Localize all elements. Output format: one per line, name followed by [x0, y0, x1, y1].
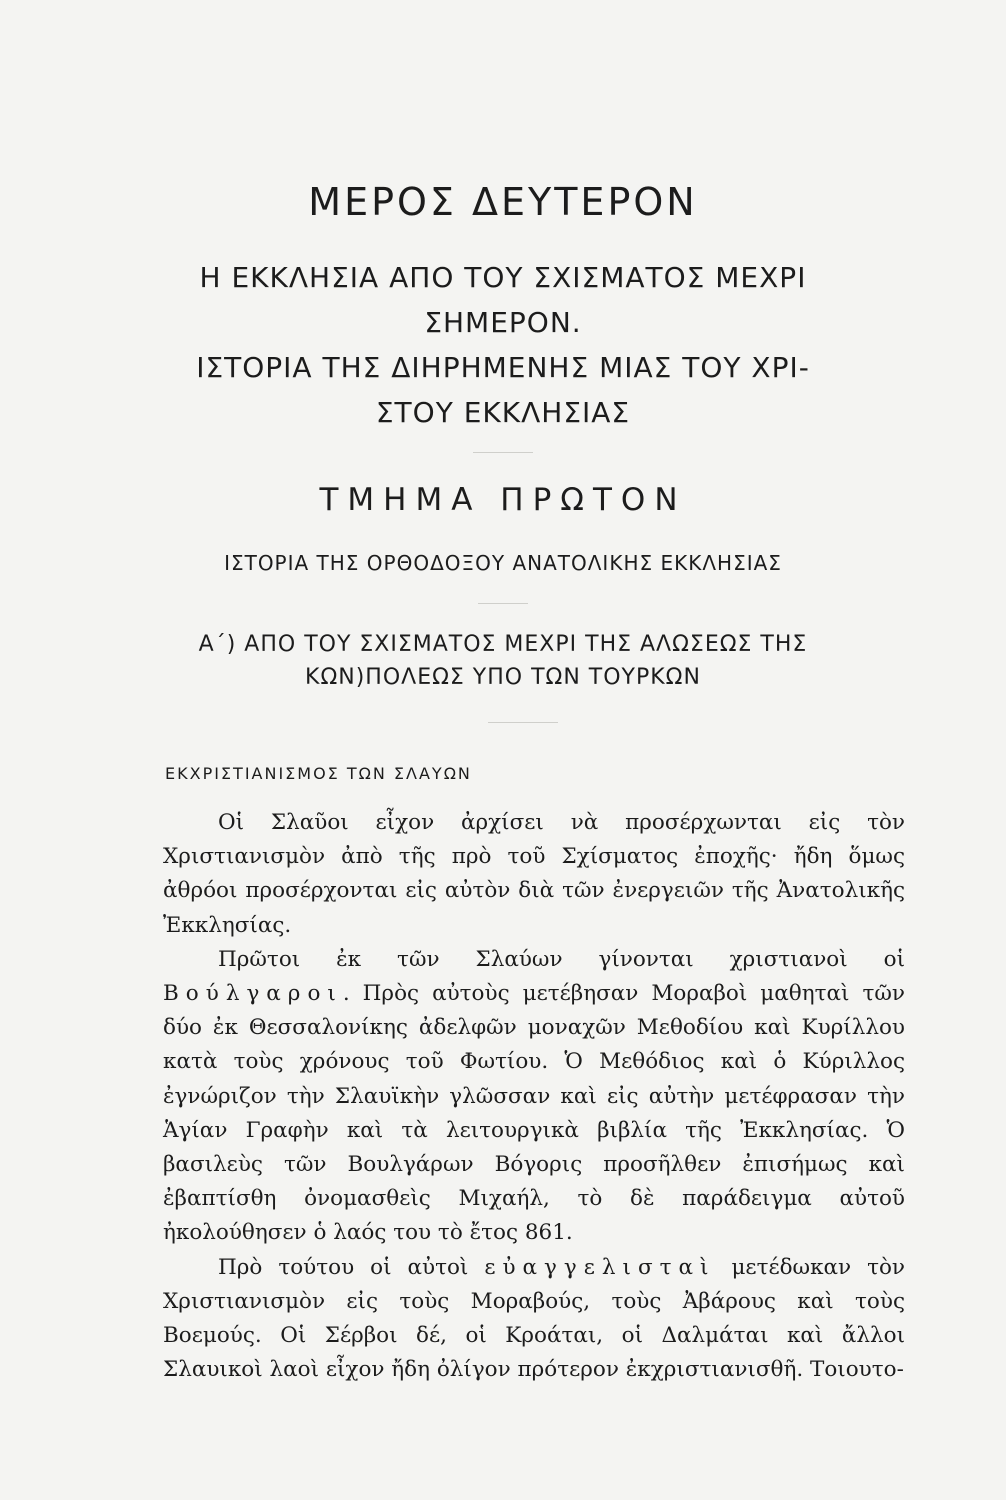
- section-title: ΤΜΗΜΑ ΠΡΩΤΟΝ: [319, 482, 687, 518]
- paragraph: Οἱ Σλαῦοι εἶχον ἀρχίσει νὰ προσέρχωνται εἰς τὸν Χριστιανισμὸν ἀπὸ τῆς πρὸ τοῦ Σχίσματος ἐποχῆς· ἤδη ὅμως ἀθρόοι προσέρχονται εἰς αὐτὸν διὰ τῶν ἐνεργειῶν τῆς Ἀνατολικῆς Ἐκκλησίας.: [163, 810, 905, 938]
- subtitle-line: ΣΤΟΥ ΕΚΚΛΗΣΙΑΣ: [375, 396, 631, 429]
- paragraph-text: Πρῶτοι ἐκ τῶν Σλαύων γίνονται χριστιανοὶ οἱ: [218, 946, 905, 972]
- spaced-word: εὐαγγελισταὶ: [484, 1254, 716, 1280]
- subtitle-line: Η ΕΚΚΛΗΣΙΑ ΑΠΟ ΤΟΥ ΣΧΙΣΜΑΤΟΣ ΜΕΧΡΙ: [199, 261, 807, 294]
- divider: [478, 603, 528, 604]
- paragraph: [163, 943, 905, 1251]
- divider: [488, 722, 558, 723]
- spaced-word: Βούλγαροι: [163, 981, 343, 1007]
- paragraph-text: μετέδωκαν τὸν Χριστιανισμὸν εἰς τοὺς Μοραβούς, τοὺς Ἀβάρους καὶ τοὺς Βοεμούς. Οἱ Σέρβοι δέ, οἱ Κροάται, οἱ Δαλμάται καὶ ἄλλοι Σλαυικοὶ λαοὶ εἶχον ἤδη ὀλίγον πρότερον ἐκχριστιανισθῆ. Τοιουτο-: [163, 1254, 905, 1383]
- chapter-line: Α΄) ΑΠΟ ΤΟΥ ΣΧΙΣΜΑΤΟΣ ΜΕΧΡΙ ΤΗΣ ΑΛΩΣΕΩΣ ΤΗΣ: [198, 632, 808, 657]
- section-subtitle: ΙΣΤΟΡΙΑ ΤΗΣ ΟΡΘΟΔΟΞΟΥ ΑΝΑΤΟΛΙΚΗΣ ΕΚΚΛΗΣΙΑΣ: [224, 551, 782, 575]
- paragraph-text: Πρὸ τούτου οἱ αὐτοὶ: [218, 1254, 485, 1280]
- subtitle-line: ΙΣΤΟΡΙΑ ΤΗΣ ΔΙΗΡΗΜΕΝΗΣ ΜΙΑΣ ΤΟΥ ΧΡΙ-: [196, 351, 810, 384]
- subtitle-line: ΣΗΜΕΡΟΝ.: [424, 306, 582, 339]
- body-text: [163, 806, 905, 1387]
- part-title: ΜΕΡΟΣ ΔΕΥΤΕΡΟΝ: [308, 180, 698, 224]
- section-heading: ΕΚΧΡΙΣΤΙΑΝΙΣΜΟΣ ΤΩΝ ΣΛΑΥΩΝ: [165, 764, 472, 783]
- part-subtitle: [0, 255, 1006, 435]
- chapter-title: [0, 628, 1006, 694]
- paragraph-text: . Πρὸς αὐτοὺς μετέβησαν Μοραβοὶ μαθηταὶ τῶν δύο ἐκ Θεσσαλονίκης ἀδελφῶν μοναχῶν Μεθοδίου καὶ Κυρίλλου κατὰ τοὺς χρόνους τοῦ Φωτίου. Ὁ Μεθόδιος καὶ ὁ Κύριλλος ἐγνώριζον τὴν Σλαυϊκὴν γλῶσσαν καὶ εἰς αὐτὴν μετέφρασαν τὴν Ἁγίαν Γραφὴν καὶ τὰ λειτουργικὰ βιβλία τῆς Ἐκκλησίας. Ὁ βασιλεὺς τῶν Βουλγάρων Βόγορις προσῆλθεν ἐπισήμως καὶ ἐβαπτίσθη ὀνομασθεὶς Μιχαήλ, τὸ δὲ παράδειγμα αὐτοῦ ἠκολούθησεν ὁ λαός του τὸ ἔτος 861.: [163, 981, 905, 1246]
- chapter-line: ΚΩΝ)ΠΟΛΕΩΣ ΥΠΟ ΤΩΝ ΤΟΥΡΚΩΝ: [305, 665, 701, 690]
- paragraph: [163, 1251, 905, 1388]
- divider: [473, 452, 533, 453]
